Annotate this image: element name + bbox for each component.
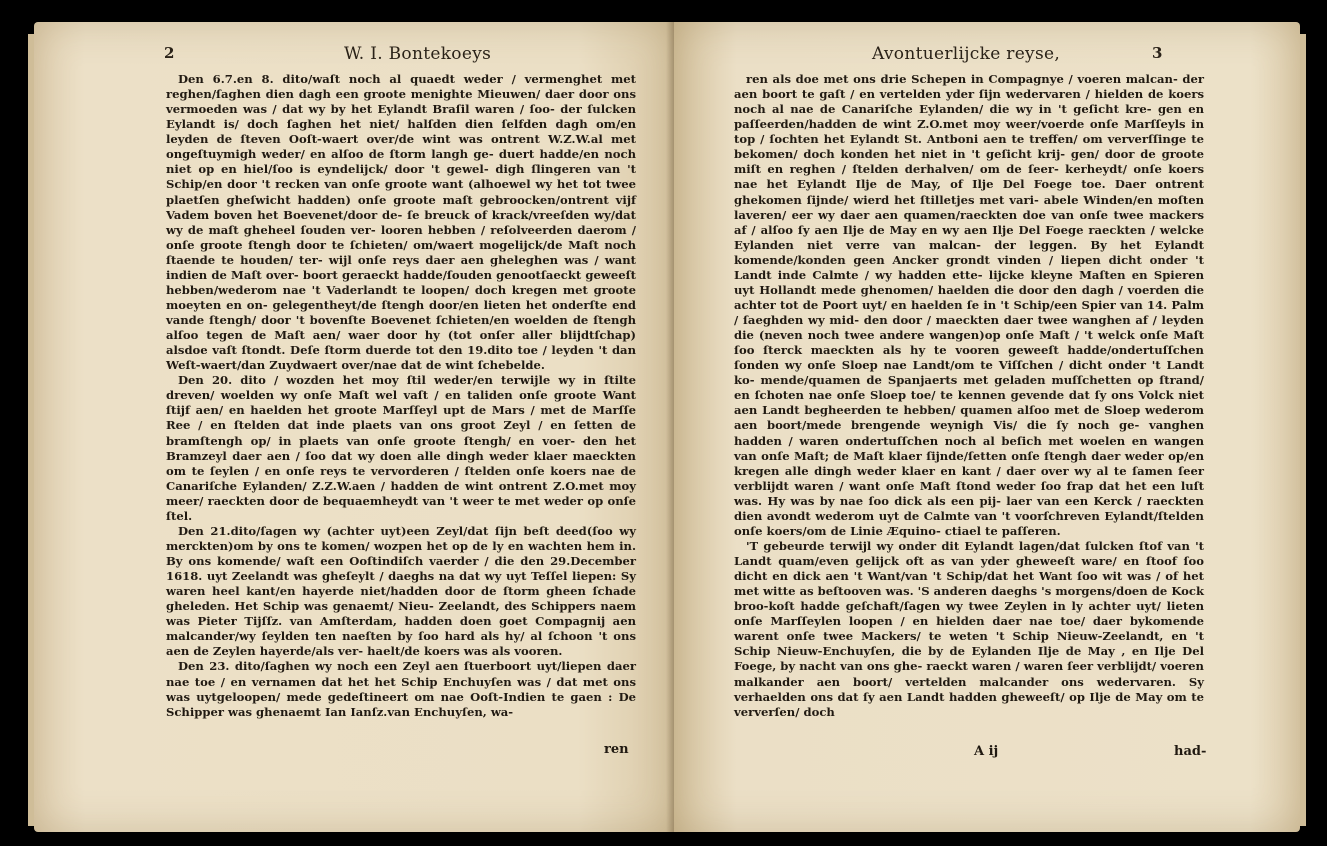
book-spread xyxy=(14,14,1314,832)
catchword: ren xyxy=(604,742,629,757)
right-page xyxy=(674,22,1300,832)
left-page-header xyxy=(34,44,674,68)
paragraph: Den 23. dito/ſaghen wy noch een Zeyl aen ſtuerboort uyt/liepen daer nae toe / en vernamen dat het het Schip Enchuyſen was / dat met ons was uytgeloopen/ mede gedeſtineert om nae Ooſt-Indien te gaen : De Schipper was ghenaemt Ian Ianſz.van Enchuyſen, wa- xyxy=(166,659,636,719)
right-page-edge xyxy=(1300,34,1306,826)
page-number: 3 xyxy=(1152,44,1163,62)
right-page-text xyxy=(734,72,1204,720)
right-page-header xyxy=(674,44,1300,68)
left-page-text xyxy=(166,72,636,720)
left-page xyxy=(34,22,674,832)
running-title: W. I. Bontekoeys xyxy=(344,44,492,64)
paragraph: Den 21.dito/ſagen wy (achter uyt)een Zeyl/dat ſijn beſt deed(ſoo wy merckten)om by ons te komen/ wozpen het op de ly en wachten hem in. By ons komende/ waſt een Ooſtindiſch vaerder / die den 29.December 1618. uyt Zeelandt was gheſeylt / daeghs na dat wy uyt Teſſel liepen: Sy waren heel kant/en hayerde niet/hadden door de ſtorm gheen ſchade gheleden. Het Schip was genaemt/ Nieu- Zeelandt, des Schippers naem was Pieter Tijſſz. van Amſterdam, hadden doen goet Compagnij aen malcander/wy ſeylden ten naeſten by ſoo hard als hy/ al ſchoon 't ons aen de Zeylen hayerde/als ver- haelt/de koers was als vooren. xyxy=(166,523,636,659)
page-number: 2 xyxy=(164,44,175,62)
catchword: had- xyxy=(1174,744,1207,759)
signature-mark: A ij xyxy=(974,744,999,759)
paragraph: 'T gebeurde terwijl wy onder dit Eylandt lagen/dat ſulcken ſtof van 't Landt quam/even gelijck oft as van yder gheweeſt ware/ en ſtoof ſoo dicht en dick aen 't Want/van 't Schip/dat het Want ſoo wit was / of het met witte as beſtooven was. 'S anderen daeghs 's morgens/doen de Kock broo-koſt hadde geſchaft/ſagen wy twee Zeylen in ly achter uyt/ lieten onſe Marſſeylen loopen / en hielden daer nae toe/ daer bykomende warent onſe twee Mackers/ te weten 't Schip Nieuw-Zeelandt, en 't Schip Nieuw-Enchuyſen, die by de Eylanden Ilje de May , en Ilje Del Foege, by nacht van ons ghe- raeckt waren / waren ſeer verblijdt/ voeren malkander aen boort/ vertelden malcander ons wedervaren. Sy verhaelden ons dat ſy aen Landt hadden gheweeſt/ op Ilje de May om te ververſen/ doch xyxy=(734,538,1204,719)
paragraph: ren als doe met ons drie Schepen in Compagnye / voeren malcan- der aen boort te gaſt / en vertelden yder ſijn wedervaren / hielden de koers noch al nae de Canariſche Eylanden/ die wy in 't geſicht kre- gen en paſſeerden/hadden de wint Z.O.met moy weer/voerde onſe Marſſeyls in top / ſochten het Eylandt St. Antboni aen te treffen/ om ververſſinge te bekomen/ doch konden het niet in 't geſicht krij- gen/ door de groote miſt en reghen / ſtelden derhalven/ om de ſeer- kerheydt/ onſe koers nae het Eylandt Ilje de May, of Ilje Del Foege toe. Daer ontrent ghekomen ſijnde/ wierd het ſtilletjes met vari- abele Winden/en moſten laveren/ eer wy daer aen quamen/raeckten doe van onſe twee mackers af / alſoo ſy aen Ilje de May en wy aen Ilje Del Foege raeckten / welcke Eylanden niet verre van malcan- der leggen. By het Eylandt komende/konden geen Ancker grondt vinden / liepen dicht onder 't Landt inde Calmte / wy hadden ette- lijcke kleyne Maſten en Spieren uyt Hollandt mede ghenomen/ haelden die door den dagh / voerden die achter tot de Poort uyt/ en haelden ſe in 't Schip/een Spier van 14. Palm / ſaeghden wy mid- den door / maeckten daer twee wanghen af / leyden die (neven noch twee andere wangen)op onſe Maſt / 't welck onſe Maſt ſoo ſterck maeckten als hy te vooren geweeſt hadde/ondertuſſchen ſonden wy onſe Sloep nae Landt/om te Viſſchen / dicht onder 't Landt ko- mende/quamen de Spanjaerts met geladen muſſchetten op ſtrand/ en ſchoten nae onſe Sloep toe/ te kennen gevende dat ſy ons Volck niet aen Landt begheerden te hebben/ quamen alſoo met de Sloep wederom aen boort/mede brengende weynigh Vis/ die ſy noch ge- vanghen hadden / waren ondertuſſchen noch al beſich met woelen en wangen van onſe Maſt; de Maſt klaer ſijnde/ſetten onſe ſtengh daer weder op/en kregen alle dingh weder klaer en kant / daer over wy al te ſamen ſeer verblijdt waren / want onſe Maſt ſtond weder ſoo frap dat het een luſt was. Hy was by nae ſoo dick als een pij- laer van een Kerck / raeckten dien avondt wederom uyt de Calmte van 't voorſchreven Eylandt/ſtelden onſe koers/om de Linie Æquino- ctiael te paſſeren. xyxy=(734,72,1204,538)
paragraph: Den 6.7.en 8. dito/waſt noch al quaedt weder / vermenghet met reghen/ſaghen dien dagh een groote menighte Mieuwen/ daer door ons vermoeden was / dat wy by het Eylandt Braſil waren / ſoo- der ſulcken Eylandt is/ doch ſaghen het niet/ halſden dien ſelfden dagh om/en leyden de ſteven Ooſt-waert over/de wint was ontrent W.Z.W.al met ongeſtuymigh weder/ en alſoo de ſtorm langh ge- duert hadde/en noch niet op en hiel/ſoo is eyndelijck/ door 't gewel- digh ſlingeren van 't Schip/en door 't recken van onſe groote want (alhoewel wy het tot twee plaetſen gheſwicht hadden) onſe groote maſt gebroocken/ontrent vijf Vadem boven het Boevenet/door de- ſe breuck of krack/vreeſden wy/dat wy de maſt gheheel ſouden ver- looren hebben / reſolveerden daerom / onſe groote ſtengh door te ſchieten/ om/waert mogelijck/de Maſt noch ſtaende te houden/ ter- wijl onſe reys daer aen gheleghen was / want indien de Maſt over- boort geraeckt hadde/ſouden genootſaeckt geweeſt hebben/wederom nae 't Vaderlandt te loopen/ doch kregen met groote moeyten en on- gelegentheyt/de ſtengh door/en lieten het onderſte end vande ſtengh/ door 't bovenſte Boevenet ſchieten/en woelden de ſtengh alſoo tegen de Maſt aen/ waer door hy (tot onſer aller blijdtſchap) alsdoe vaſt ſtondt. Deſe ſtorm duerde tot den 19.dito toe / leyden 't dan Weſt-waert/dan Zuydwaert over/nae dat de wint ſchebelde. xyxy=(166,72,636,373)
running-title: Avontuerlijcke reyse, xyxy=(872,44,1061,64)
paragraph: Den 20. dito / wozden het moy ſtil weder/en terwijle wy in ſtilte dreven/ woelden wy onſe Maſt wel vaſt / en taliden onſe groote Want ſtijf aen/ en haelden het groote Marſſeyl upt de Mars / met de Marſſe Ree / en ſtelden dat inde plaets van ons groot Zeyl / en ſetten de bramſtengh op/ in plaets van onſe groote ſtengh/ en voer- den het Bramzeyl daer aen / ſoo dat wy doen alle dingh weder klaer maeckten om te ſeylen / en onſe reys te vervorderen / ſtelden onſe koers nae de Canariſche Eylanden/ Z.Z.W.aen / hadden de wint ontrent Z.O.met moy meer/ raeckten door de bequaemheydt van 't weer te met weder op onſe ſtel. xyxy=(166,373,636,523)
